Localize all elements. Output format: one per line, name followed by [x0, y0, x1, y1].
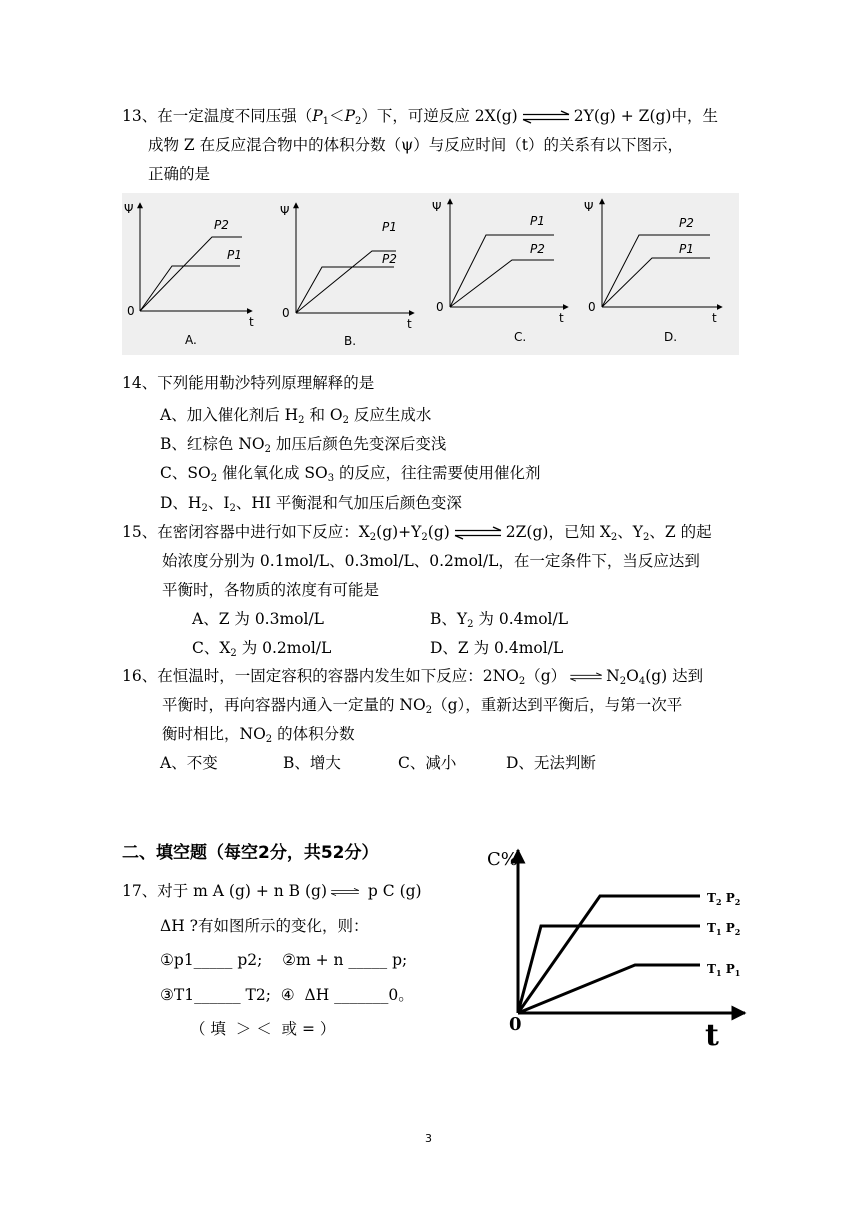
graph-a-option: A. [185, 333, 197, 347]
q15-option-a: A、Z 为 0.3mol/L [192, 610, 324, 628]
graph-b [280, 203, 414, 348]
q17-graph [487, 840, 755, 1055]
graph-b-lower-label: P2 [382, 252, 397, 266]
graph-d-upper-label: P2 [679, 216, 694, 230]
section-2-title: 二、填空题（每空2分，共52分） [122, 843, 379, 863]
q16-option-c: C、减小 [398, 754, 457, 772]
q16-option-b: B、增大 [283, 754, 341, 772]
graph-c-x-label: t [559, 311, 564, 325]
q15-option-c: C、$X_2$ 为 0.2mol/L [192, 639, 332, 659]
q17-origin: 0 [509, 1014, 522, 1035]
q14-option-b: B、红棕色 $NO_2$ 加压后颜色先变深后变浅 [160, 435, 447, 455]
q13-line-2: 成物 Z 在反应混合物中的体积分数（ψ）与反应时间（t）的关系有以下图示， [148, 136, 684, 154]
graph-d-option: D. [664, 330, 678, 344]
graph-a-y-label: Ψ [124, 202, 134, 216]
q17-curve-label-t1p1: $T_1$ $P_1$ [707, 962, 741, 978]
graph-c-option: C. [514, 330, 527, 344]
q13-line-3: 正确的是 [148, 165, 211, 183]
q15-option-d: D、Z 为 0.4mol/L [430, 639, 564, 657]
q13-graphs [122, 193, 739, 355]
q17-y-label: C% [487, 849, 518, 870]
graph-d-origin: 0 [588, 300, 596, 314]
graph-b-origin: 0 [282, 306, 290, 320]
equilibrium-arrow-icon [569, 671, 603, 683]
q16-option-a: A、不变 [160, 754, 218, 772]
q15-line-3: 平衡时，各物质的浓度有可能是 [162, 581, 380, 599]
q13-line-1: 13、在一定温度不同压强$(P_1<P_2)$下，可逆反应 2X(g) 2Y(g) + Z(g)中，生 [122, 107, 718, 127]
graph-c-lower-label: P2 [530, 242, 545, 256]
graph-d [584, 199, 722, 344]
q17-x-label: t [705, 1018, 719, 1053]
graph-d-x-label: t [712, 311, 717, 325]
equilibrium-arrow-icon [521, 111, 571, 123]
q17-line-3: ①p1_____ p2; ②m + n _____ p; [160, 951, 408, 969]
graph-a-origin: 0 [127, 304, 135, 318]
graph-b-x-label: t [407, 317, 412, 331]
q17-curve-t1p2 [518, 926, 700, 1013]
q16-option-d: D、无法判断 [506, 754, 596, 772]
graph-a-lower-curve [140, 266, 240, 311]
q17-line-2: ΔH ?有如图所示的变化，则： [160, 917, 369, 935]
q16-line-2: 平衡时，再向容器内通入一定量的 $NO_2(g)$，重新达到平衡后，与第一次平 [162, 696, 683, 716]
graph-b-option: B. [344, 334, 357, 348]
graph-a-upper-label: P2 [214, 218, 229, 232]
graph-c-lower-curve [450, 260, 554, 307]
q15-line-1: 15、在密闭容器中进行如下反应：$X_2(g)+Y_2(g)$ 2Z(g)，已知 $X_2$、$Y_2$、Z 的起 [122, 523, 712, 543]
q17-line-5: （ 填 ＞ ＜ 或 = ） [190, 1020, 336, 1038]
graph-a-x-label: t [249, 315, 254, 329]
graph-c [432, 199, 568, 344]
equilibrium-arrow-icon [453, 527, 503, 539]
graph-a [124, 202, 254, 347]
q17-curve-t2p2 [518, 896, 700, 1013]
page-number: 3 [425, 1132, 432, 1145]
q15-line-2: 始浓度分别为 0.1mol/L、0.3mol/L、0.2mol/L，在一定条件下，当反应达到 [162, 552, 700, 570]
q16-line-1: 16、在恒温时，一固定容积的容器内发生如下反应：$2NO_2(g)$ $N_2O_4(g)$ 达到 [122, 667, 704, 687]
graph-d-lower-label: P1 [679, 242, 694, 256]
q17-line-4: ③T1______ T2; ④ ΔH _______0。 [160, 986, 414, 1004]
equilibrium-arrow-icon [330, 886, 360, 898]
graph-b-lower-curve [296, 251, 396, 313]
q17-curve-label-t2p2: $T_2$ $P_2$ [707, 891, 741, 907]
q14-option-a: A、加入催化剂后 $H_2$ 和 $O_2$ 反应生成水 [160, 406, 432, 426]
graph-c-origin: 0 [436, 300, 444, 314]
graph-c-upper-label: P1 [530, 214, 545, 228]
q14-option-d: D、$H_2$、$I_2$、HI 平衡混和气加压后颜色变深 [160, 494, 462, 514]
q14-option-c: C、$SO_2$ 催化氧化成 $SO_3$ 的反应，往往需要使用催化剂 [160, 464, 541, 484]
graph-b-y-label: Ψ [280, 204, 290, 218]
q17-curve-label-t1p2: $T_1$ $P_2$ [707, 921, 741, 937]
q14-stem: 14、下列能用勒沙特列原理解释的是 [122, 374, 375, 392]
graph-b-upper-label: P1 [382, 220, 397, 234]
q17-line-1: 17、对于 m A (g) + n B (g) p C (g) [122, 882, 422, 900]
graph-d-y-label: Ψ [584, 200, 594, 214]
graph-a-lower-label: P1 [227, 248, 242, 262]
graph-c-y-label: Ψ [432, 200, 442, 214]
q16-line-3: 衡时相比，$NO_2$ 的体积分数 [162, 725, 355, 745]
q15-option-b: B、$Y_2$ 为 0.4mol/L [430, 610, 569, 630]
graph-b-upper-curve [296, 267, 394, 313]
graph-d-lower-curve [602, 258, 710, 307]
